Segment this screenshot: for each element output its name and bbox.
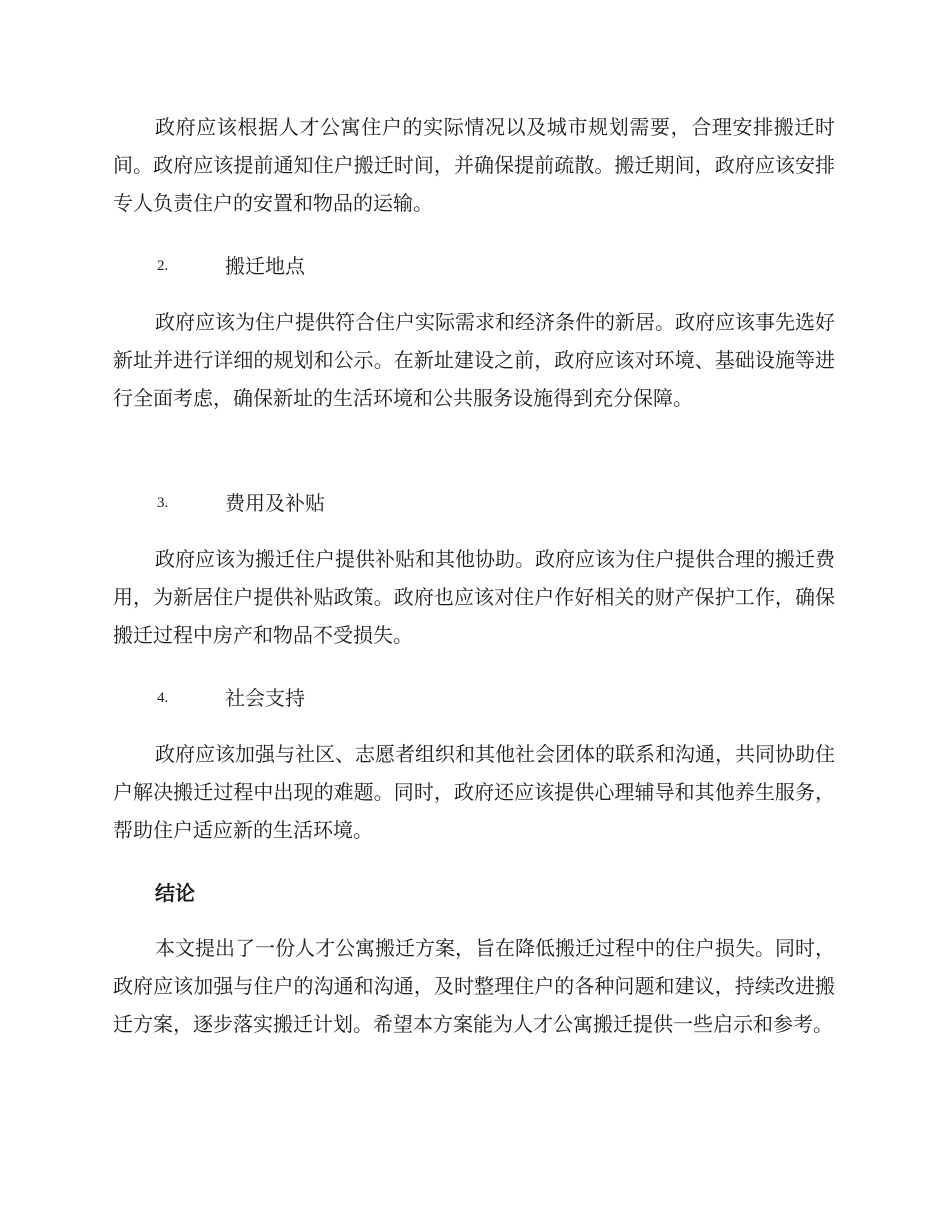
conclusion-heading-block (113, 874, 835, 912)
list-label: 搬迁地点 (225, 254, 305, 278)
list-label: 社会支持 (225, 686, 305, 710)
list-item-costs-subsidies (113, 484, 835, 522)
paragraph-text: 政府应该为搬迁住户提供补贴和其他协助。政府应该为住户提供合理的搬迁费用，为新居住户提供补贴政策。政府也应该对住户作好相关的财产保护工作，确保搬迁过程中房产和物品不受损失。 (113, 547, 835, 647)
paragraph-costs-subsidies (113, 540, 835, 654)
list-label: 费用及补贴 (225, 491, 325, 515)
paragraph-text: 本文提出了一份人才公寓搬迁方案，旨在降低搬迁过程中的住户损失。同时，政府应该加强与住户的沟通和沟通，及时整理住户的各种问题和建议，持续改进搬迁方案，逐步落实搬迁计划。希望本方案能为人才公寓搬迁提供一些启示和参考。 (113, 936, 835, 1036)
list-number: 2. (157, 258, 169, 274)
list-item-relocation-site (113, 247, 835, 285)
paragraph-conclusion (113, 929, 835, 1043)
paragraph-social-support (113, 735, 835, 849)
paragraph-text: 政府应该为住户提供符合住户实际需求和经济条件的新居。政府应该事先选好新址并进行详细的规划和公示。在新址建设之前，政府应该对环境、基础设施等进行全面考虑，确保新址的生活环境和公共服务设施得到充分保障。 (113, 310, 835, 410)
paragraph-text: 政府应该加强与社区、志愿者组织和其他社会团体的联系和沟通，共同协助住户解决搬迁过程中出现的难题。同时，政府还应该提供心理辅导和其他养生服务，帮助住户适应新的生活环境。 (113, 742, 835, 842)
paragraph-text: 政府应该根据人才公寓住户的实际情况以及城市规划需要，合理安排搬迁时间。政府应该提前通知住户搬迁时间，并确保提前疏散。搬迁期间，政府应该安排专人负责住户的安置和物品的运输。 (113, 115, 835, 215)
list-item-social-support (113, 679, 835, 717)
conclusion-heading: 结论 (155, 881, 195, 905)
paragraph-relocation-site (113, 303, 835, 417)
list-number: 3. (157, 495, 169, 511)
paragraph-relocation-time (113, 108, 835, 222)
list-number: 4. (157, 690, 169, 706)
